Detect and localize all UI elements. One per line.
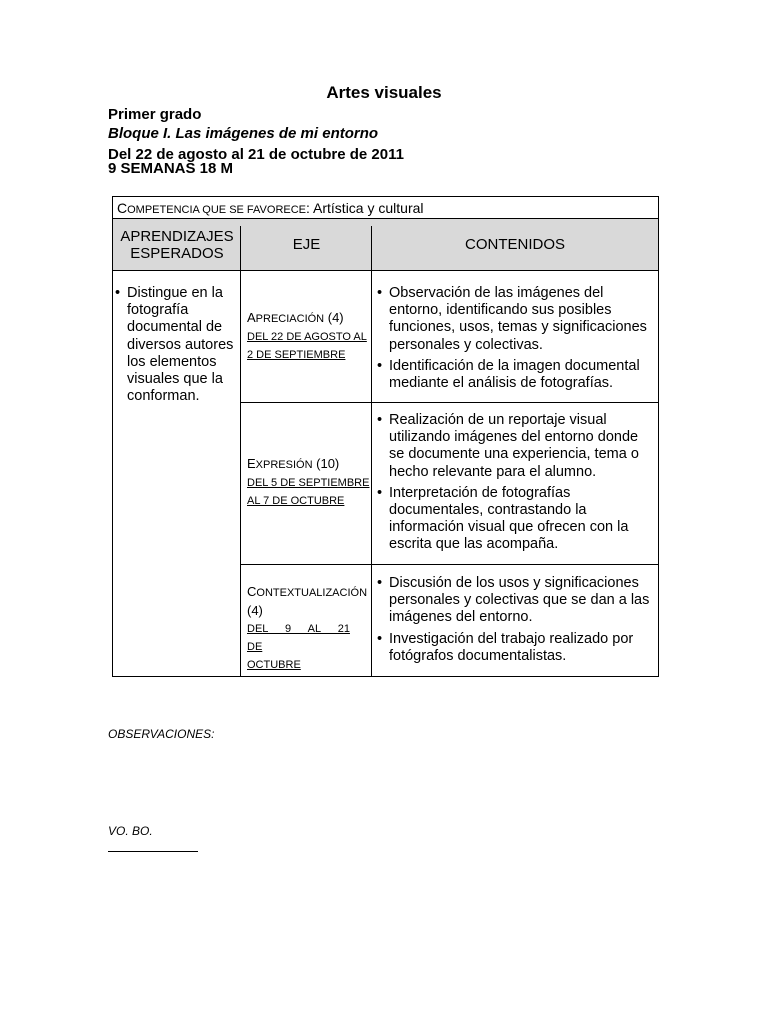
bloque-label: Bloque I. Las imágenes de mi entorno [108, 125, 379, 142]
aprendizaje-cell [115, 285, 237, 405]
observaciones-label: OBSERVACIONES: [108, 727, 215, 741]
row-divider [241, 564, 658, 565]
signature-line [108, 851, 198, 852]
eje-name: ONTEXTUALIZACIÓN [256, 587, 368, 599]
grade-label: Primer grado [108, 106, 202, 123]
weeks-label: 9 SEMANAS 18 M [108, 160, 234, 177]
eje-initial: E [247, 456, 256, 471]
eje-dates-line2: OCTUBRE [247, 659, 301, 671]
eje-count: (4) [324, 310, 344, 325]
row-divider [241, 402, 658, 403]
contenido-item: • Interpretación de fotografías documentales, contrastando la información visual que ofrecen con la escrita que las acompaña. [377, 485, 653, 554]
header-aprendizajes-line1: APRENDIZAJES [120, 227, 234, 245]
contenido-item: • Observación de las imágenes del entorno, identificando sus posibles funciones, usos, temas y significaciones personales y colectivas. [377, 285, 653, 354]
eje-cell-expresion [247, 455, 371, 510]
column-divider [240, 226, 241, 676]
contenidos-cell-row1 [377, 285, 653, 396]
eje-name: PRECIACIÓN [255, 313, 325, 325]
eje-dates-line1: DEL 5 DE SEPTIEMBRE [247, 477, 370, 489]
eje-name: XPRESIÓN [255, 459, 313, 471]
header-aprendizajes [113, 219, 241, 270]
column-divider [371, 226, 372, 676]
planning-table [112, 196, 659, 677]
header-aprendizajes-line2: ESPERADOS [130, 244, 224, 262]
vobo-label: VO. BO. [108, 824, 153, 838]
competencia-value: : Artística y cultural [306, 200, 424, 216]
eje-initial: C [247, 584, 257, 599]
eje-dates-line2: AL 7 DE OCTUBRE [247, 495, 345, 507]
page-title: Artes visuales [326, 83, 442, 102]
date-range: Del 22 de agosto al 21 de octubre de 2011 [108, 146, 404, 163]
contenidos-cell-row2 [377, 412, 653, 558]
eje-count: (4) [247, 603, 263, 618]
table-header-row [113, 219, 658, 271]
eje-cell-apreciacion [247, 309, 371, 364]
aprendizaje-item: • Distingue en la fotografía documental de diversos autores los elementos visuales que la conforman. [115, 285, 237, 405]
competencia-row [113, 197, 658, 219]
eje-dates-line1: DEL 9 AL 21 DE [247, 623, 350, 653]
eje-cell-contextualizacion [247, 583, 371, 674]
competencia-initial: C [117, 200, 128, 216]
contenido-item: • Realización de un reportaje visual utilizando imágenes del entorno donde se documente una experiencia, tema o hecho relevante para el alumno. [377, 412, 653, 481]
eje-dates-line1: DEL 22 DE AGOSTO AL [247, 331, 367, 343]
contenido-item: • Identificación de la imagen documental mediante el análisis de fotografías. [377, 358, 653, 392]
contenido-item: • Discusión de los usos y significaciones personales y colectivas que se dan a las imágenes del entorno. [377, 575, 653, 627]
eje-count: (10) [312, 456, 340, 471]
eje-dates-line2: 2 DE SEPTIEMBRE [247, 349, 346, 361]
eje-initial: A [247, 310, 256, 325]
header-contenidos: CONTENIDOS [464, 236, 565, 253]
contenidos-cell-row3 [377, 575, 653, 669]
contenido-item: • Investigación del trabajo realizado por fotógrafos documentalistas. [377, 631, 653, 665]
competencia-label: OMPETENCIA QUE SE FAVORECE [127, 204, 307, 216]
header-eje: EJE [292, 236, 321, 253]
